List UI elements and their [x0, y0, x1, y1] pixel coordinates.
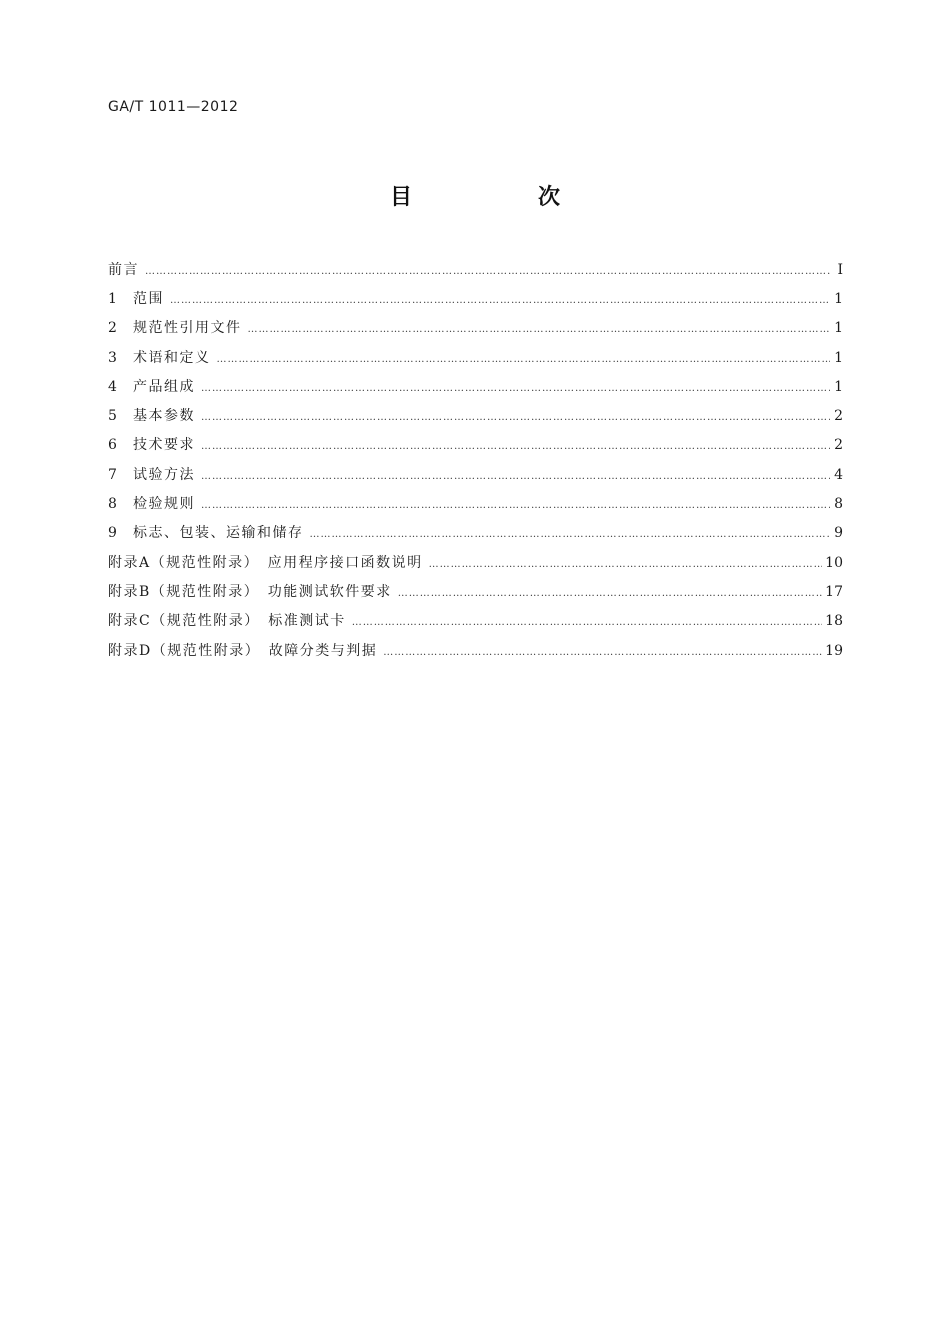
- toc-entry-8[interactable]: [108, 490, 843, 519]
- toc-entry-label: 试验方法: [133, 466, 195, 483]
- toc-leader-dots: [398, 579, 822, 608]
- document-code: GA/T 1011—2012: [108, 99, 239, 115]
- toc-entry-label: 附录C（规范性附录） 标准测试卡: [108, 613, 346, 630]
- toc-entry-page: 1: [834, 291, 843, 307]
- toc-entry-page: 1: [834, 349, 843, 366]
- toc-entry-label: 附录B（规范性附录） 功能测试软件要求: [108, 583, 392, 600]
- toc-leader-dots: [383, 638, 822, 667]
- toc-entry-7[interactable]: [108, 461, 843, 490]
- toc-entry-page: 2: [834, 437, 843, 454]
- toc-entry-page: Ⅰ: [837, 262, 843, 278]
- toc-entry-label: 技术要求: [133, 437, 195, 454]
- toc-entry-page: 1: [834, 320, 843, 337]
- toc-leader-dots: [201, 491, 830, 520]
- toc-entry-label: 标志、包装、运输和储存: [133, 525, 304, 542]
- toc-entry-label: 检验规则: [133, 496, 195, 513]
- toc-entry-number: 4: [108, 378, 117, 395]
- toc-entry-label: 规范性引用文件: [133, 320, 242, 337]
- toc-entry-page: 9: [834, 525, 843, 542]
- toc-entry-label: 范围: [133, 291, 164, 307]
- toc-entry-number: 9: [108, 525, 117, 542]
- toc-entry-6[interactable]: [108, 431, 843, 460]
- toc-leader-dots: [201, 432, 830, 461]
- toc-leader-dots: [201, 462, 830, 491]
- toc-entry-appendix-a[interactable]: [108, 549, 843, 578]
- toc-entry-appendix-b[interactable]: [108, 578, 843, 607]
- toc-entry-page: 1: [834, 378, 843, 395]
- toc-entry-5[interactable]: [108, 402, 843, 431]
- toc-entry-appendix-d[interactable]: [108, 637, 843, 666]
- toc-entry-number: 6: [108, 437, 117, 454]
- page-title: 目 次: [389, 185, 612, 210]
- toc-entry-number: 1: [108, 291, 117, 307]
- toc-entry-3[interactable]: [108, 344, 843, 373]
- toc-entry-number: 8: [108, 496, 117, 513]
- toc-entry-2[interactable]: [108, 314, 843, 343]
- toc-entry-number: 3: [108, 349, 117, 366]
- toc-leader-dots: [170, 286, 830, 315]
- toc-leader-dots: [201, 403, 830, 432]
- toc-entry-page: 10: [825, 554, 843, 571]
- table-of-contents: [108, 256, 843, 666]
- toc-entry-1[interactable]: [108, 285, 843, 314]
- toc-entry-number: 2: [108, 320, 117, 337]
- toc-entry-label: 附录D（规范性附录） 故障分类与判据: [108, 642, 378, 659]
- toc-leader-dots: [201, 374, 830, 403]
- toc-entry-appendix-c[interactable]: [108, 607, 843, 636]
- toc-leader-dots: [145, 257, 830, 286]
- toc-entry-foreword[interactable]: [108, 256, 843, 285]
- toc-entry-page: 8: [834, 496, 843, 513]
- toc-entry-number: 5: [108, 408, 117, 425]
- toc-leader-dots: [352, 608, 822, 637]
- toc-leader-dots: [429, 550, 823, 579]
- toc-entry-page: 4: [834, 466, 843, 483]
- toc-entry-label: 产品组成: [133, 378, 195, 395]
- toc-entry-page: 2: [834, 408, 843, 425]
- toc-entry-9[interactable]: [108, 519, 843, 548]
- toc-entry-page: 17: [825, 583, 843, 600]
- toc-entry-page: 19: [825, 642, 843, 659]
- toc-entry-label: 术语和定义: [133, 349, 211, 366]
- toc-leader-dots: [310, 520, 831, 549]
- toc-leader-dots: [248, 315, 831, 344]
- toc-entry-number: 7: [108, 466, 117, 483]
- toc-leader-dots: [217, 345, 831, 374]
- toc-entry-label: 基本参数: [133, 408, 195, 425]
- toc-entry-label: 附录A（规范性附录） 应用程序接口函数说明: [108, 554, 423, 571]
- toc-entry-label: 前言: [108, 262, 139, 278]
- toc-entry-page: 18: [825, 613, 843, 630]
- toc-entry-4[interactable]: [108, 373, 843, 402]
